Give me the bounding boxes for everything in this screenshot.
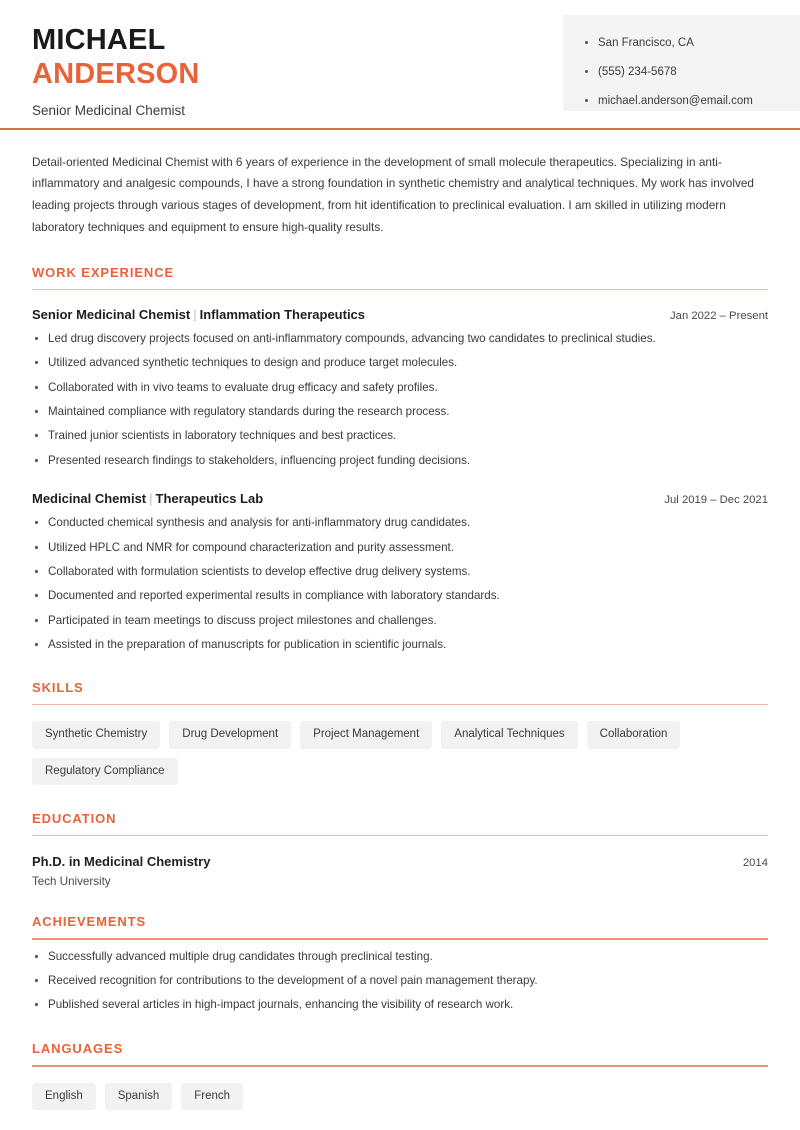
title-separator: | <box>193 307 197 323</box>
education-degree: Ph.D. in Medicinal Chemistry <box>32 854 211 870</box>
section-education <box>32 811 768 888</box>
bullet-dot-icon <box>35 546 38 549</box>
section-divider <box>32 289 768 290</box>
bullet-dot-icon <box>35 459 38 462</box>
section-title-languages: LANGUAGES <box>32 1041 124 1057</box>
skill-chip: Project Management <box>300 721 432 749</box>
bullet-dot-icon <box>35 619 38 622</box>
bullet-dot-icon <box>35 979 38 982</box>
section-divider <box>32 835 768 836</box>
experience-bullet-text: Trained junior scientists in laboratory techniques and best practices. <box>48 429 397 443</box>
experience-bullet <box>32 428 768 445</box>
skill-chip: Analytical Techniques <box>441 721 577 749</box>
experience-bullet-text: Presented research findings to stakeholders, influencing project funding decisions. <box>48 453 471 467</box>
experience-bullet-text: Utilized HPLC and NMR for compound characterization and purity assessment. <box>48 540 454 554</box>
section-title-education: EDUCATION <box>32 811 117 827</box>
section-title-achievements: ACHIEVEMENTS <box>32 914 147 930</box>
bullet-dot-icon <box>585 41 588 44</box>
experience-company: Therapeutics Lab <box>155 491 264 507</box>
experience-bullet-text: Collaborated with in vivo teams to evaluate drug efficacy and safety profiles. <box>48 380 438 394</box>
experience-bullet <box>32 637 768 654</box>
section-skills <box>32 680 768 785</box>
last-name: ANDERSON <box>32 57 200 90</box>
experience-bullet-text: Conducted chemical synthesis and analysis for anti-inflammatory drug candidates. <box>48 516 471 530</box>
contact-phone-text: (555) 234-5678 <box>598 65 677 78</box>
resume-header <box>0 0 800 128</box>
professional-summary: Detail-oriented Medicinal Chemist with 6 years of experience in the development of small molecule therapeutics. Specializing in anti-inflammatory and analgesic compounds, I have a strong foundation in synthetic chemistry and analytical techniques. My work has involved leading projects through various stages of development, from hit identification to preclinical evaluation. I am skilled in utilizing modern laboratory techniques and equipment to ensure high-quality results. <box>32 154 754 234</box>
language-chip: English <box>32 1083 96 1111</box>
bullet-dot-icon <box>585 70 588 73</box>
resume-body <box>0 152 800 1111</box>
achievements-list <box>32 949 768 1014</box>
experience-bullet-text: Assisted in the preparation of manuscripts for publication in scientific journals. <box>48 637 447 651</box>
header-identity <box>0 0 563 128</box>
section-title-work-experience: WORK EXPERIENCE <box>32 264 175 280</box>
bullet-dot-icon <box>35 361 38 364</box>
bullet-dot-icon <box>35 955 38 958</box>
contact-box <box>563 15 800 111</box>
skill-chip: Drug Development <box>169 721 291 749</box>
experience-title-company <box>32 307 365 322</box>
achievement-item <box>32 997 768 1014</box>
skill-chip: Synthetic Chemistry <box>32 721 160 749</box>
experience-entry <box>32 491 768 653</box>
experience-entry-header <box>32 307 768 322</box>
title-separator: | <box>149 491 153 507</box>
bullet-dot-icon <box>35 570 38 573</box>
section-divider <box>32 1065 768 1066</box>
experience-bullet <box>32 355 768 372</box>
contact-email-text: michael.anderson@email.com <box>598 94 753 107</box>
section-achievements <box>32 914 768 1014</box>
experience-role: Medicinal Chemist <box>32 491 147 507</box>
experience-bullet-text: Participated in team meetings to discuss project milestones and challenges. <box>48 613 437 627</box>
first-name: MICHAEL <box>32 24 166 56</box>
experience-bullet <box>32 613 768 630</box>
bullet-dot-icon <box>35 337 38 340</box>
experience-bullet-text: Maintained compliance with regulatory standards during the research process. <box>48 405 450 419</box>
experience-bullet <box>32 564 768 581</box>
achievement-text: Received recognition for contributions to the development of a novel pain management therapy. <box>48 974 538 988</box>
experience-title-company <box>32 491 263 506</box>
contact-item-location[interactable] <box>585 37 800 51</box>
section-languages <box>32 1041 768 1110</box>
experience-entry-header <box>32 491 768 506</box>
bullet-dot-icon <box>35 434 38 437</box>
education-year: 2014 <box>742 857 768 870</box>
contact-list <box>585 37 800 108</box>
bullet-dot-icon <box>35 410 38 413</box>
achievement-text: Successfully advanced multiple drug candidates through preclinical testing. <box>48 949 433 963</box>
bullet-dot-icon <box>35 1003 38 1006</box>
experience-bullet-text: Utilized advanced synthetic techniques to design and produce target molecules. <box>48 356 458 370</box>
experience-bullet <box>32 380 768 397</box>
experience-bullet <box>32 453 768 470</box>
bullet-dot-icon <box>35 643 38 646</box>
experience-bullet <box>32 515 768 532</box>
experience-dates: Jan 2022 – Present <box>670 310 768 323</box>
bullet-dot-icon <box>35 594 38 597</box>
experience-company: Inflammation Therapeutics <box>199 307 366 323</box>
header-divider <box>0 128 800 130</box>
education-entry-header <box>32 854 768 869</box>
achievement-item <box>32 949 768 966</box>
experience-bullet-text: Led drug discovery projects focused on anti-inflammatory compounds, advancing two candidates to preclinical studies. <box>48 332 656 346</box>
experience-role: Senior Medicinal Chemist <box>32 307 191 323</box>
experience-bullet-text: Collaborated with formulation scientists to develop effective drug delivery systems. <box>48 565 471 579</box>
achievement-text: Published several articles in high-impact journals, enhancing the visibility of research work. <box>48 998 514 1012</box>
bullet-dot-icon <box>35 386 38 389</box>
experience-bullet-list <box>32 331 768 469</box>
headline-job-title: Senior Medicinal Chemist <box>32 103 186 119</box>
education-entry <box>32 854 768 888</box>
experience-bullet <box>32 331 768 348</box>
section-title-skills: SKILLS <box>32 679 84 695</box>
contact-location-text: San Francisco, CA <box>598 37 694 49</box>
bullet-dot-icon <box>585 99 588 102</box>
skill-chip: Collaboration <box>587 721 681 749</box>
language-chip: French <box>181 1083 243 1111</box>
experience-bullet <box>32 404 768 421</box>
skill-chip: Regulatory Compliance <box>32 758 178 786</box>
skills-chip-list <box>32 721 768 785</box>
experience-bullet <box>32 588 768 605</box>
education-school: Tech University <box>32 875 111 889</box>
language-chip: Spanish <box>105 1083 173 1111</box>
section-divider <box>32 704 768 705</box>
experience-dates: Jul 2019 – Dec 2021 <box>664 494 768 507</box>
languages-chip-list <box>32 1083 768 1111</box>
section-work-experience <box>32 265 768 654</box>
section-divider <box>32 938 768 939</box>
experience-bullet-text: Documented and reported experimental results in compliance with laboratory standards. <box>48 589 500 603</box>
experience-bullet <box>32 540 768 557</box>
contact-item-email[interactable] <box>585 95 800 109</box>
experience-bullet-list <box>32 515 768 653</box>
experience-entry <box>32 307 768 469</box>
contact-item-phone[interactable] <box>585 66 800 80</box>
achievement-item <box>32 973 768 990</box>
bullet-dot-icon <box>35 521 38 524</box>
